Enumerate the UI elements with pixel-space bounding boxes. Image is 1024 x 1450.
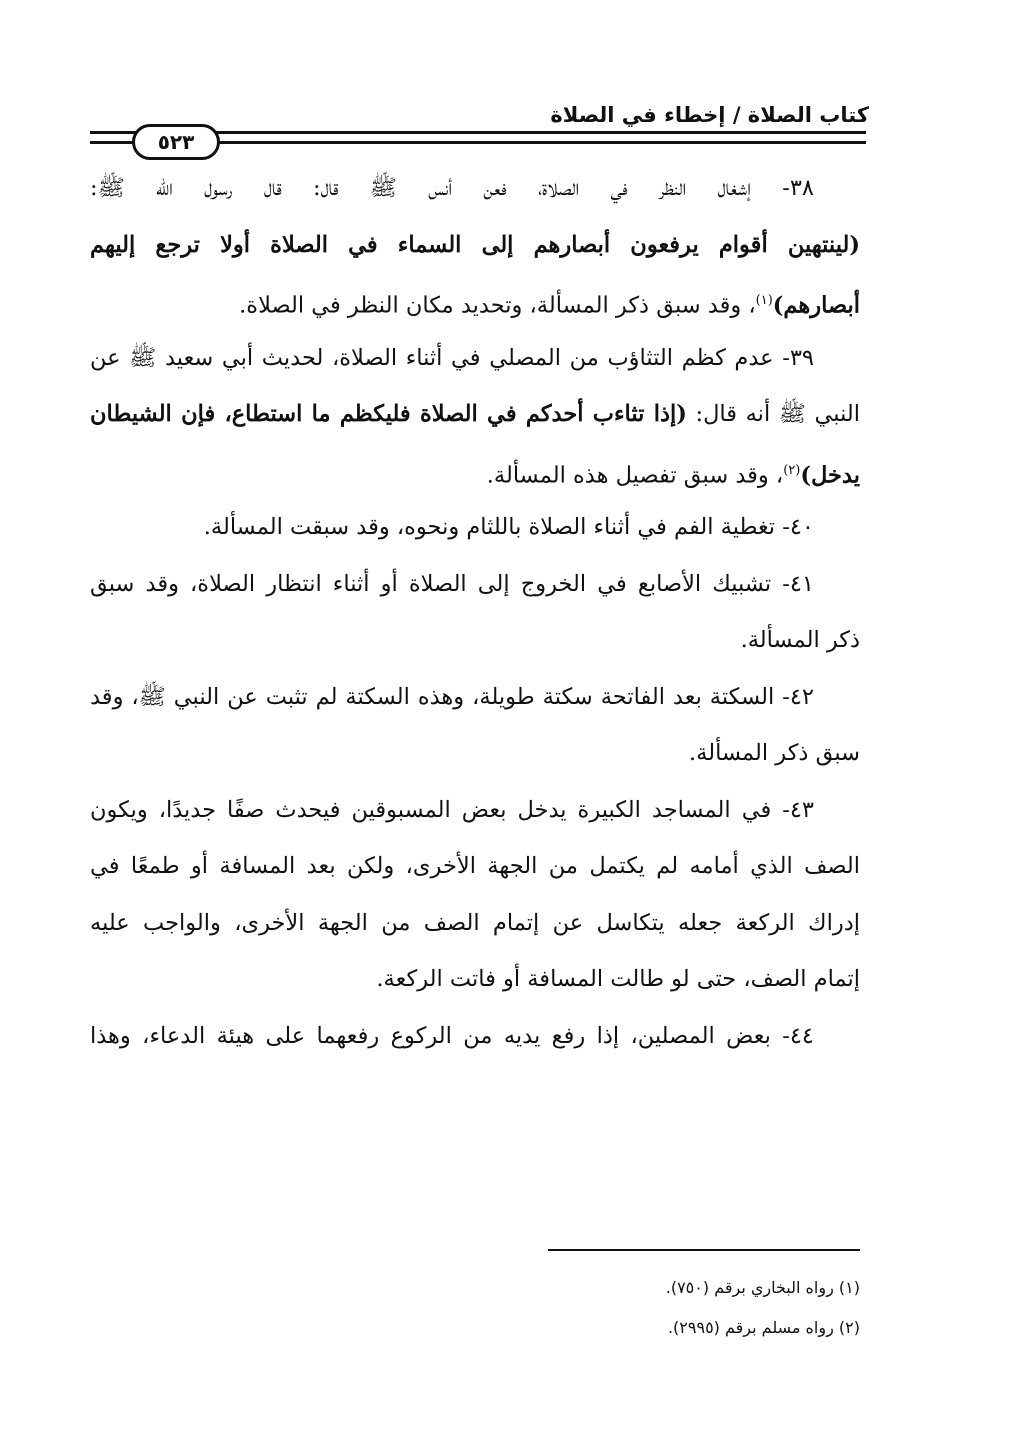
paragraph-41-line-1: ٤١- تشبيك الأصابع في الخروج إلى الصلاة أو أثناء انتظار الصلاة، وقد سبق (90, 570, 814, 597)
hadith-quote-end: يدخل) (800, 462, 860, 488)
footnote-ref-1: (١) (755, 293, 773, 308)
footnotes (666, 1268, 860, 1348)
running-head: كتاب الصلاة / إخطاء في الصلاة (550, 103, 869, 127)
paragraph-40: ٤٠- تغطية الفم في أثناء الصلاة باللثام ونحوه، وقد سبقت المسألة. (203, 514, 814, 540)
body-text (90, 160, 860, 1064)
paragraph-38-line-3 (90, 273, 860, 330)
paragraph-42-line-1: ٤٢- السكتة بعد الفاتحة سكتة طويلة، وهذه السكتة لم تثبت عن النبي ﷺ، وقد (90, 683, 814, 710)
paragraph-39-lead: النبي ﷺ أنه قال: (686, 401, 860, 427)
paragraph-41-line-2: ذكر المسألة. (740, 627, 860, 653)
paragraph-38-tail: ، وقد سبق ذكر المسألة، وتحديد مكان النظر في الصلاة. (239, 292, 756, 319)
footnote-ref-2: (٢) (783, 462, 801, 478)
paragraph-39-line-3 (90, 443, 860, 500)
paragraph-38-line-1: ٣٨- إشغال النظر في الصلاة، فعن أنس ﷺ قال: قال رسول الله ﷺ: (90, 175, 814, 201)
hadith-quote: (إذا تثاءب أحدكم في الصلاة فليكظم ما استطاع، فإن الشيطان (90, 401, 687, 427)
footnote-1: (١) رواه البخاري برقم (٧٥٠). (665, 1278, 860, 1297)
paragraph-43-line-2: الصف الذي أمامه لم يكتمل من الجهة الأخرى، ولكن بعد المسافة أو طمعًا في (90, 853, 860, 879)
footnote-2: (٢) رواه مسلم برقم (٢٩٩٥). (667, 1318, 860, 1337)
paragraph-39-line-1: ٣٩- عدم كظم التثاؤب من المصلي في أثناء الصلاة، لحديث أبي سعيد ﷺ عن (90, 344, 814, 371)
paragraph-44-line-1: ٤٤- بعض المصلين، إذا رفع يديه من الركوع رفعهما على هيئة الدعاء، وهذا (90, 1022, 814, 1049)
paragraph-38-line-2: (لينتهين أقوام يرفعون أبصارهم إلى السماء في الصلاة أولا ترجع إليهم (90, 231, 860, 258)
paragraph-43-line-1: ٤٣- في المساجد الكبيرة يدخل بعض المسبوقين فيحدث صفًا جديدًا، ويكون (90, 796, 814, 823)
hadith-quote-end: أبصارهم) (772, 292, 860, 319)
footnote-separator (548, 1249, 860, 1251)
paragraph-43-line-4: إتمام الصف، حتى لو طالت المسافة أو فاتت الركعة. (376, 966, 860, 992)
paragraph-43-line-3: إدراك الركعة جعله يتكاسل عن إتمام الصف من الجهة الأخرى، والواجب عليه (90, 909, 860, 936)
paragraph-39-tail: ، وقد سبق تفصيل هذه المسألة. (486, 462, 784, 488)
paragraph-42-line-2: سبق ذكر المسألة. (689, 740, 860, 766)
page-number: ٥٢٣ (132, 124, 220, 160)
paragraph-39-line-2 (90, 386, 860, 443)
